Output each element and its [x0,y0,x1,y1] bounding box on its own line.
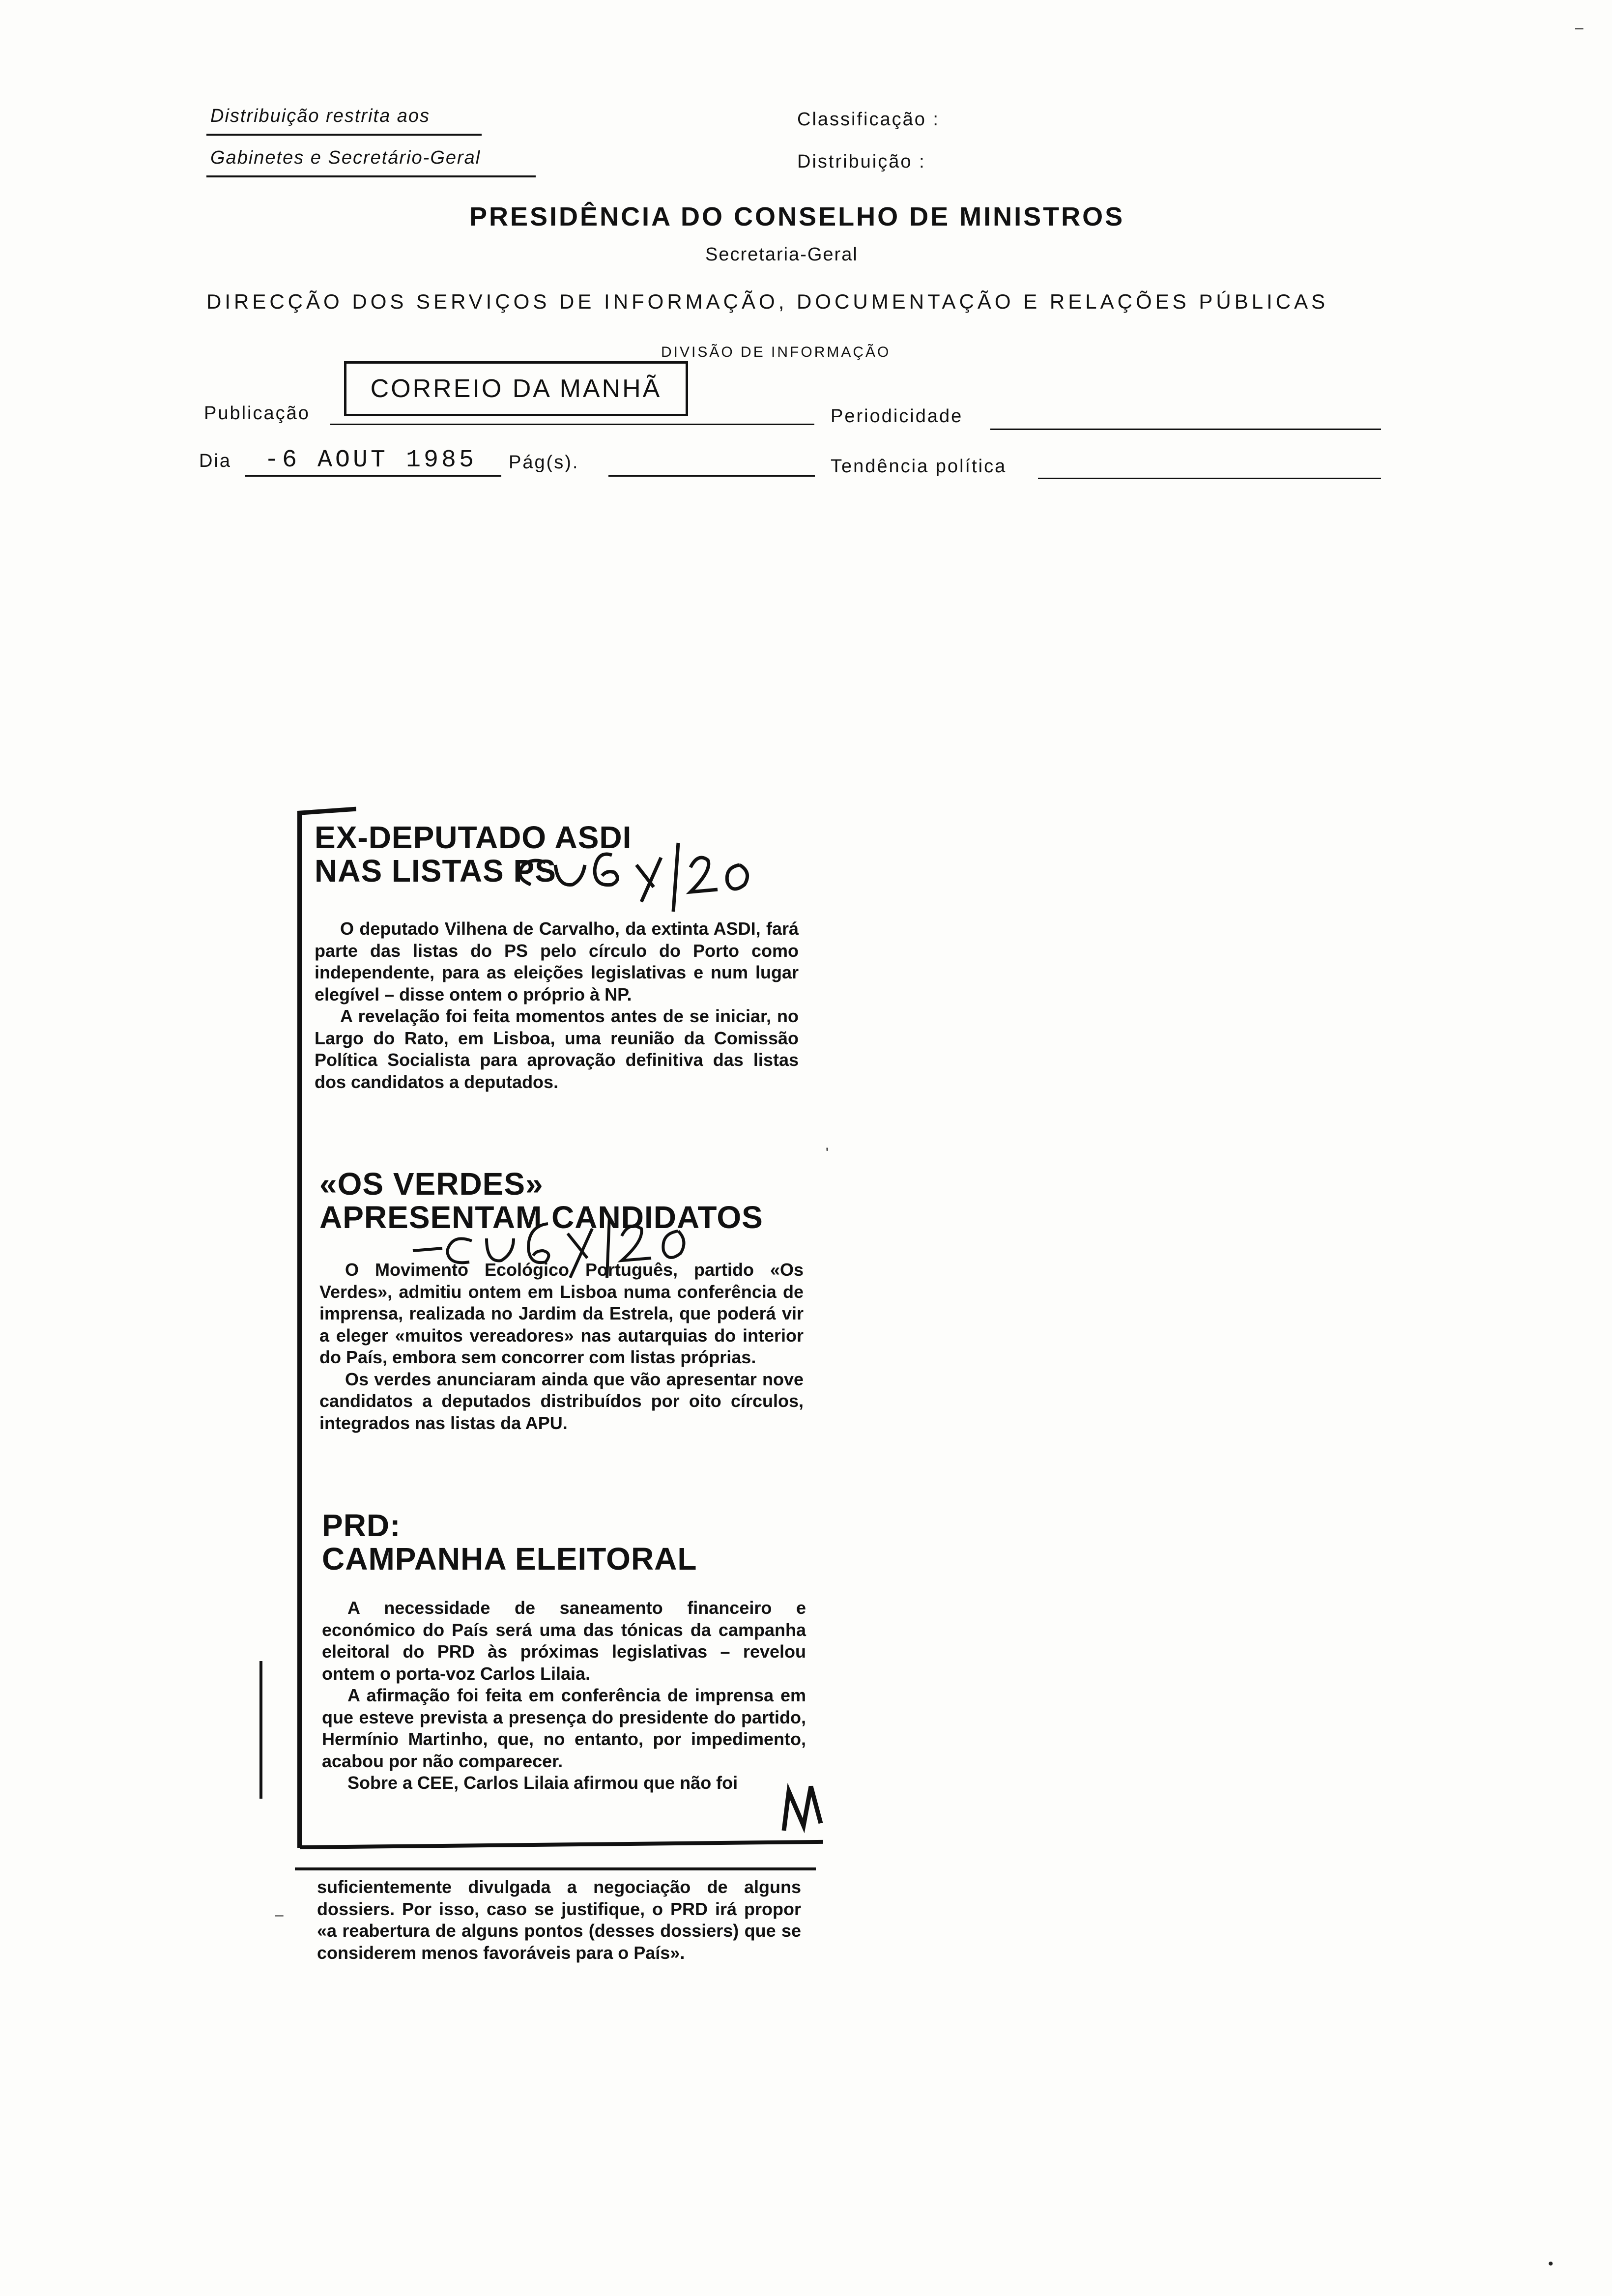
tendency-fill-line [1038,478,1381,479]
article1-headline: EX-DEPUTADO ASDI NAS LISTAS PS [315,820,632,889]
scribble-mark [774,1781,833,1836]
date-stamp: -6 AOUT 1985 [264,446,477,474]
pages-label: Pág(s). [509,452,579,473]
article3-headline: PRD: CAMPANHA ELEITORAL [322,1508,697,1577]
periodicity-label: Periodicidade [831,406,963,427]
clipping-bottom-border [300,1840,823,1849]
article3-paragraph: A necessidade de saneamento financeiro e económico do País será uma das tónicas da campanha eleitoral do PRD às próximas legislativas – revelou ontem o porta-voz Carlos Lilaia. [322,1598,806,1684]
article1-body [315,918,799,1093]
distribution-label: Distribuição : [797,151,926,172]
scan-speck: • [1548,2256,1554,2272]
handwritten-code-annotation [511,831,767,919]
restricted-distribution-line1: Distribuição restrita aos [210,106,431,126]
article2-paragraph: O Movimento Ecológico Português, partido «Os Verdes», admitiu ontem em Lisboa numa conferência de imprensa, realizada no Jardim da Estrela, que poderá vir a eleger «muitos vereadores» nas autarquias do interior do País, embora sem concorrer com listas próprias. [319,1260,804,1367]
pages-fill-line [608,475,815,477]
directorate-line: DIRECÇÃO DOS SERVIÇOS DE INFORMAÇÃO, DOCUMENTAÇÃO E RELAÇÕES PÚBLICAS [206,290,1329,313]
article1-paragraph: O deputado Vilhena de Carvalho, da extinta ASDI, fará parte das listas do PS pelo círculo do Porto como independente, para as eleições legislativas e num lugar elegível – disse ontem o próprio à NP. [315,918,799,1004]
scan-speck: – [275,1907,284,1923]
political-tendency-label: Tendência política [831,456,1007,477]
article3-paragraph: Sobre a CEE, Carlos Lilaia afirmou que não foi [347,1773,738,1793]
underline-divider [206,134,482,136]
article2-headline: «OS VERDES» APRESENTAM CANDIDATOS [319,1166,763,1235]
article3-body [322,1597,806,1794]
article3-continuation-paragraph: suficientemente divulgada a negociação de alguns dossiers. Por isso, caso se justifique, o PRD irá propor «a reabertura de alguns pontos (desses dossiers) que se considerem menos favoráveis para o País». [317,1877,801,1963]
restricted-distribution-line2: Gabinetes e Secretário-Geral [210,147,481,168]
subtitle: Secretaria-Geral [705,244,858,265]
article3-paragraph: A afirmação foi feita em conferência de imprensa em que esteve prevista a presença do presidente do partido, Hermínio Martinho, que, no entanto, por impedimento, acabou por não comparecer. [322,1685,806,1771]
publication-fill-line [330,424,814,425]
underline-divider [206,175,536,177]
article2-paragraph: Os verdes anunciaram ainda que vão apresentar nove candidatos a deputados distribuídos por oito círculos, integrados nas listas da APU. [319,1369,804,1433]
day-fill-line [245,475,501,477]
scan-speck: – [1575,20,1583,36]
handwritten-code-annotation [413,1204,718,1292]
article1-paragraph: A revelação foi feita momentos antes de se iniciar, no Largo do Rato, em Lisboa, uma reunião da Comissão Política Socialista para aprovação definitiva das listas dos candidatos a deputados. [315,1006,799,1092]
periodicity-fill-line [990,429,1381,430]
publication-stamp: CORREIO DA MANHÃ [344,361,688,416]
clipping-left-border [297,811,302,1848]
page-title: PRESIDÊNCIA DO CONSELHO DE MINISTROS [469,202,1125,231]
clipping-cut-edge [295,1867,816,1870]
article3-continuation [317,1876,801,1964]
clipping-top-corner [297,807,356,815]
classification-label: Classificação : [797,109,940,130]
day-label: Dia [199,451,232,471]
scan-speck: ' [826,1145,829,1161]
division-line: DIVISÃO DE INFORMAÇÃO [661,344,891,360]
publication-label: Publicação [204,403,310,424]
clipping-outer-edge [259,1661,262,1799]
